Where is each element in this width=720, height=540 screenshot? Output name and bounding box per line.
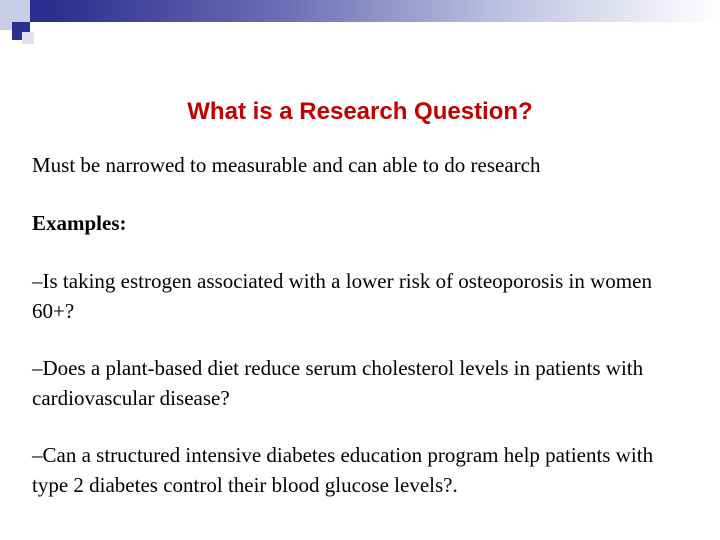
decor-square-dark: [30, 0, 52, 22]
header-decoration: [0, 0, 720, 50]
intro-text: Must be narrowed to measurable and can able to do research: [32, 153, 541, 177]
example-item: –Can a structured intensive diabetes education program help patients with type 2 diabetes control their blood glucose levels?.: [32, 443, 654, 497]
decor-square-pale: [22, 32, 34, 44]
example-item: –Is taking estrogen associated with a lower risk of osteoporosis in women 60+?: [32, 269, 652, 323]
header-gradient-bar: [52, 0, 720, 22]
example-item: –Does a plant-based diet reduce serum cholesterol levels in patients with cardiovascular disease?: [32, 356, 644, 410]
slide-title-text: What is a Research Question?: [187, 98, 533, 125]
slide-title: [0, 98, 720, 126]
examples-heading: Examples:: [32, 211, 127, 235]
